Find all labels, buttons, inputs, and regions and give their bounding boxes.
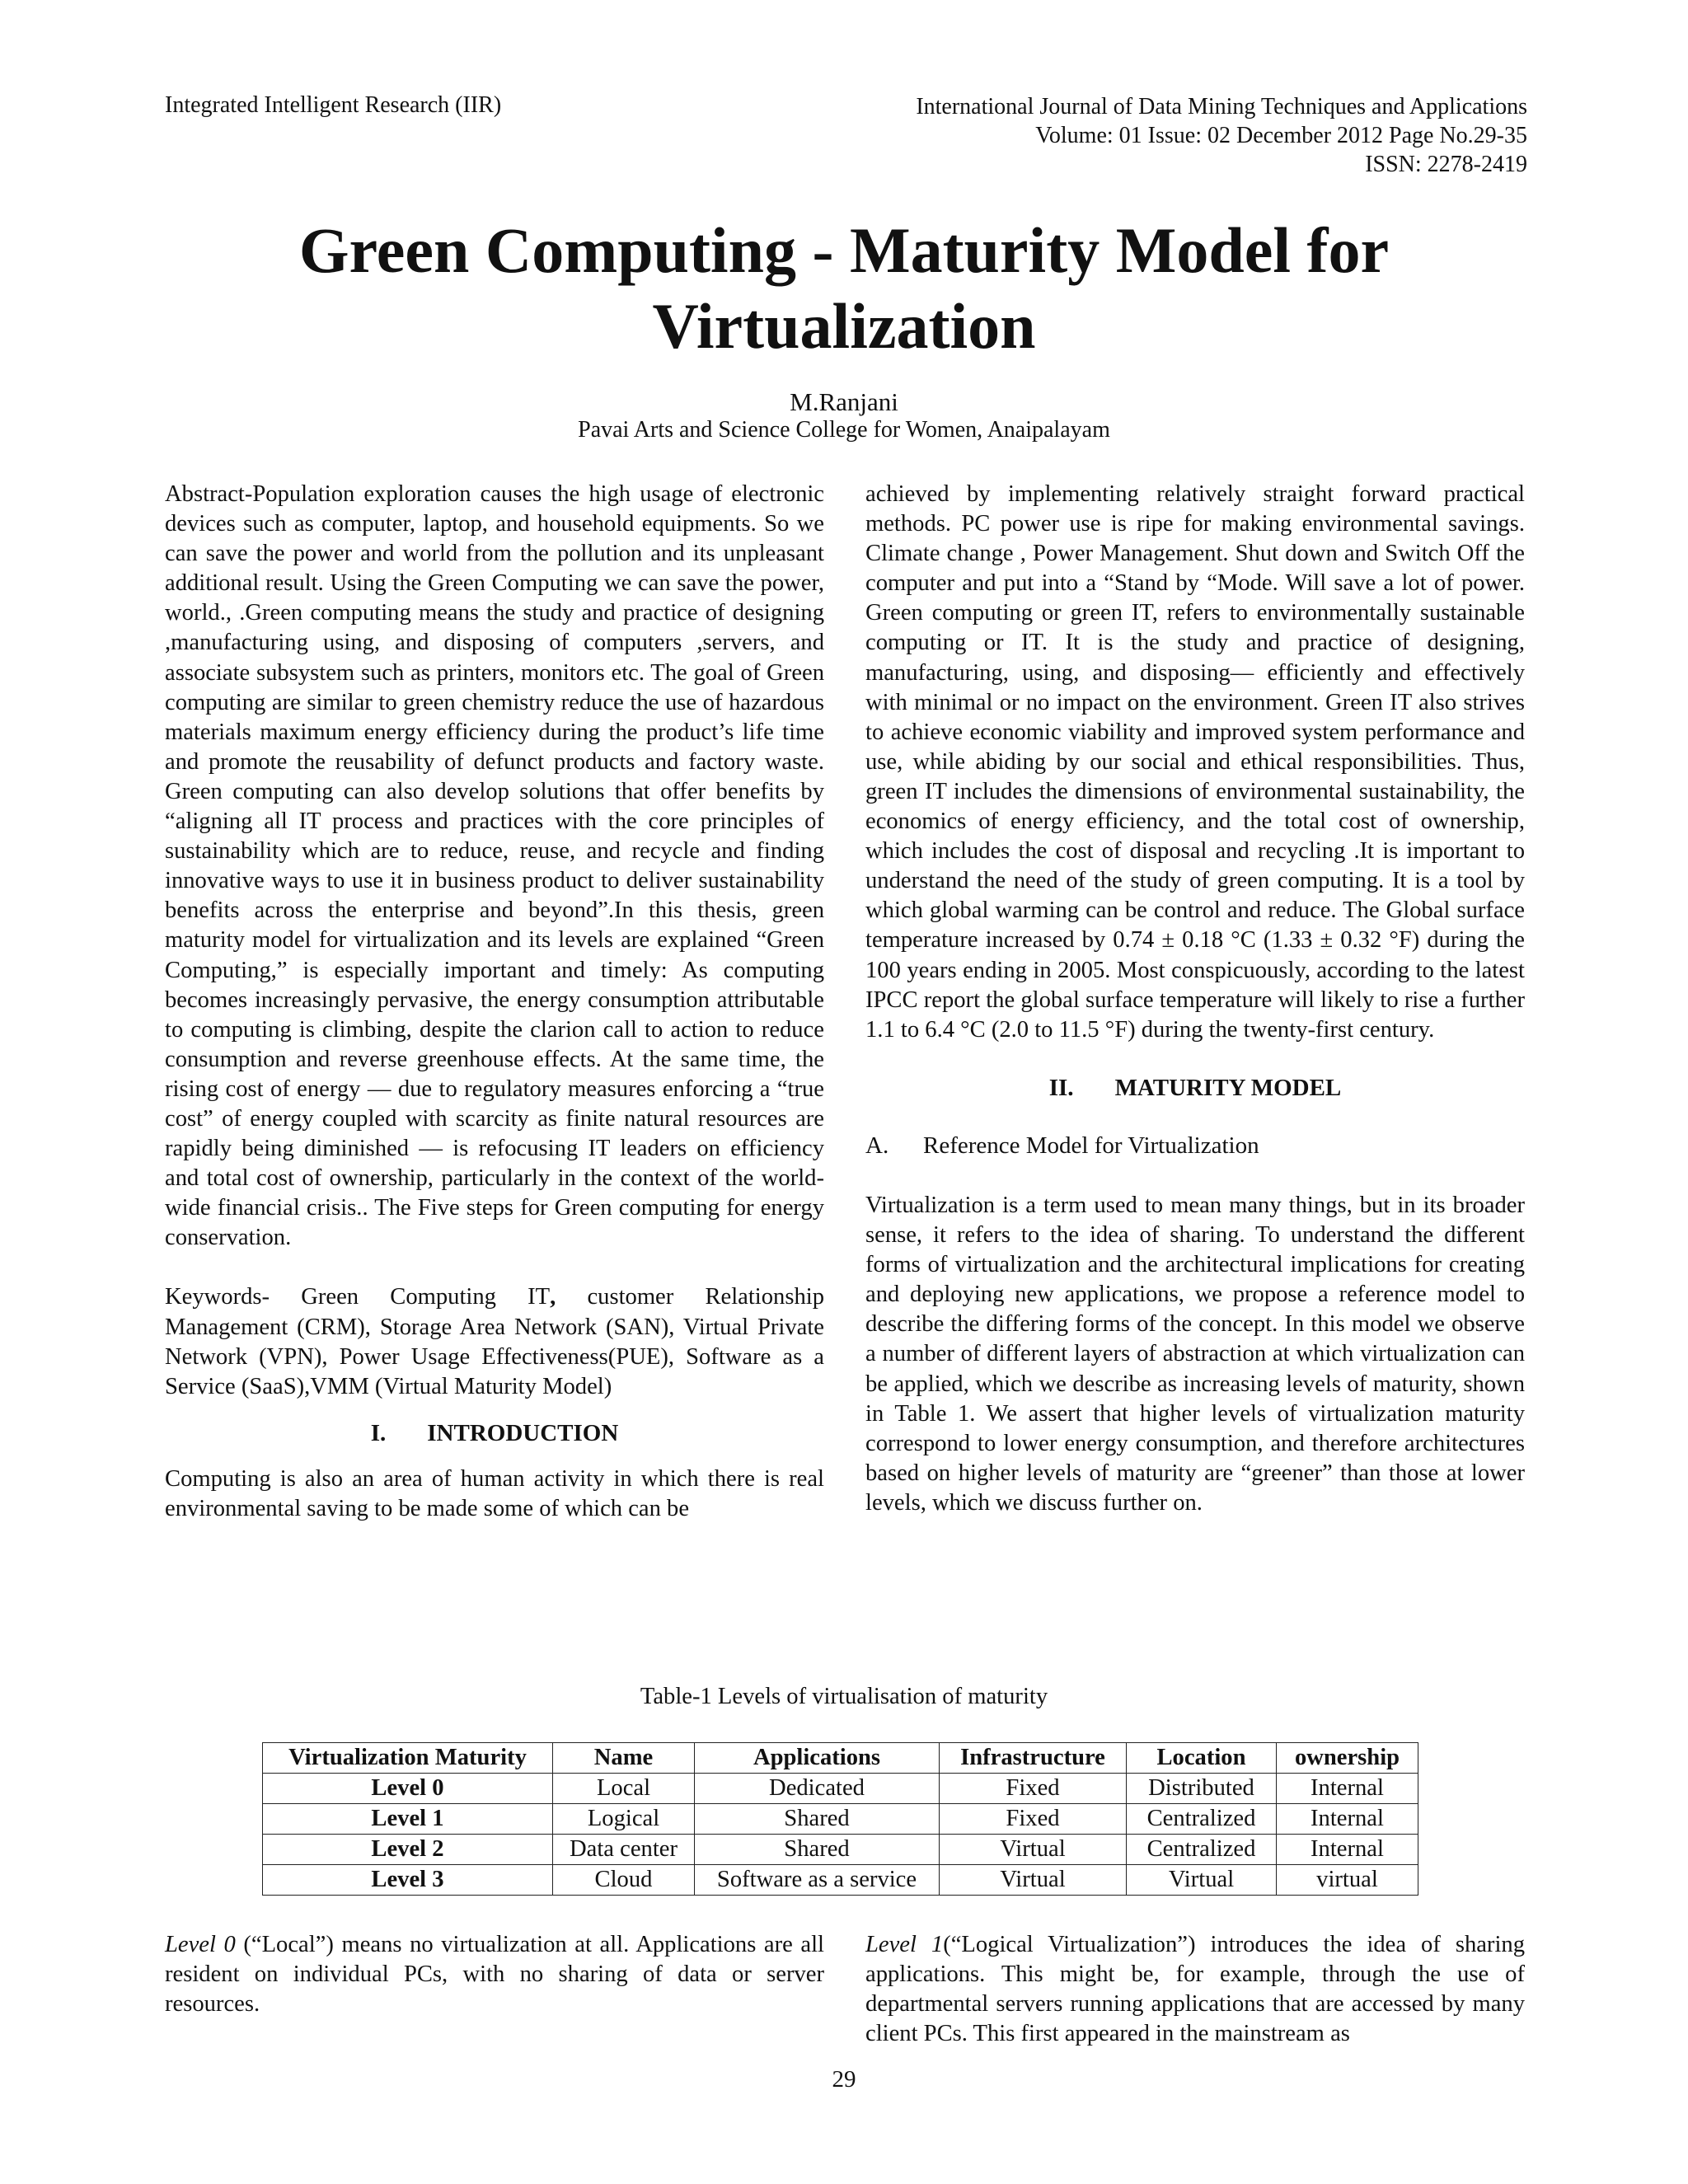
table-cell: Logical	[553, 1804, 695, 1835]
keywords-label: Keywords- Green Computing IT	[165, 1284, 551, 1310]
table-header: ownership	[1277, 1743, 1418, 1774]
right-column	[865, 480, 1525, 1518]
author-name: M.Ranjani	[790, 387, 898, 416]
section-title: INTRODUCTION	[427, 1419, 619, 1446]
table-cell: virtual	[1277, 1865, 1418, 1896]
abstract-text: Population exploration causes the high usage of electronic devices such as computer, laptop, and household equipments. So we can save the power and world from the pollution and its unpleasant additional result. Using the Green Computing we can save the power, world., .Green computing means the study and practice of designing ,manufacturing using, and disposing of computers ,servers, and associate subsystem such as printers, monitors etc. The goal of Green computing are similar to green chemistry reduce the use of hazardous materials maximum energy efficiency during the product’s life time and promote the reusability of defunct products and factory waste. Green computing can also develop solutions that offer benefits by “aligning all IT process and practices with the core principles of sustainability which are to reduce, reuse, and recycle and finding innovative ways to use it in business product to deliver sustainability benefits across the enterprise and beyond”.In this thesis, green maturity model for virtualization and its levels are explained “Green Computing,” is especially important and timely: As computing becomes increasingly pervasive, the energy consumption attributable to computing is climbing, despite the clarion call to action to reduce consumption and reverse greenhouse effects. At the same time, the rising cost of energy — due to regulatory measures enforcing a “true cost” of energy coupled with scarcity as finite natural resources are rapidly being diminished — is refocusing IT leaders on efficiency and total cost of ownership, particularly in the context of the world-wide financial crisis.. The Five steps for Green computing for energy conservation.	[165, 481, 824, 1251]
level0-label: Level 0	[165, 1932, 236, 1957]
section-number: I.	[370, 1419, 387, 1446]
journal-name: International Journal of Data Mining Techniques and Applications	[916, 94, 1527, 120]
table-cell: Virtual	[940, 1865, 1127, 1896]
table-caption: Table-1 Levels of virtualisation of maturity	[640, 1684, 1048, 1709]
journal-publisher: Integrated Intelligent Research (IIR)	[165, 92, 502, 118]
table-cell: Shared	[695, 1804, 940, 1835]
table-cell: Cloud	[553, 1865, 695, 1896]
journal-volume: Volume: 01 Issue: 02 December 2012 Page No.29-35	[1035, 123, 1527, 148]
table-cell: Internal	[1277, 1835, 1418, 1865]
table-row	[263, 1865, 1418, 1896]
level1-text: (“Logical Virtualization”) introduces the idea of sharing applications. This might be, for example, through the use of departmental servers running applications that are accessed by many client PCs. This first appeared in the mainstream as	[865, 1932, 1525, 2047]
table-cell: Virtual	[940, 1835, 1127, 1865]
table-header: Location	[1127, 1743, 1277, 1774]
table-cell: Distributed	[1127, 1774, 1277, 1804]
table-cell: Local	[553, 1774, 695, 1804]
virtualization-paragraph: Virtualization is a term used to mean many things, but in its broader sense, it refers to the idea of sharing. To understand the different forms of virtualization and the architectural implications for creating and deploying new applications, we propose a reference model to describe the differing forms of the concept. In this model we observe a number of different layers of abstraction at which virtualization can be applied, which we describe as increasing levels of maturity, shown in Table 1. We assert that higher levels of virtualization maturity correspond to lower energy consumption, and therefore architectures based on higher levels of maturity are “greener” than those at lower levels, which we discuss further on.	[865, 1192, 1525, 1516]
subsection-heading	[865, 1131, 1525, 1160]
level1-paragraph	[865, 1930, 1525, 2049]
table-cell: Level 0	[263, 1774, 553, 1804]
table-cell: Level 3	[263, 1865, 553, 1896]
maturity-levels-table	[262, 1742, 1418, 1896]
level1-label: Level 1	[865, 1932, 944, 1957]
level0-text: (“Local”) means no virtualization at all. Applications are all resident on individual PCs, with no sharing of data or server resources.	[165, 1932, 824, 2018]
table-cell: Software as a service	[695, 1865, 940, 1896]
level0-paragraph	[165, 1930, 824, 2019]
subsection-title: Reference Model for Virtualization	[923, 1132, 1259, 1159]
table-header: Infrastructure	[940, 1743, 1127, 1774]
abstract-label: Abstract-	[165, 481, 253, 507]
table-cell: Level 1	[263, 1804, 553, 1835]
section-heading-introduction	[165, 1418, 824, 1448]
table-row	[263, 1774, 1418, 1804]
table-cell: Centralized	[1127, 1804, 1277, 1835]
left-column	[165, 480, 824, 1524]
table-cell: Fixed	[940, 1774, 1127, 1804]
journal-info	[916, 92, 1527, 179]
table-cell: Fixed	[940, 1804, 1127, 1835]
keywords-comma: ,	[550, 1284, 556, 1310]
journal-issn: ISSN: 2278-2419	[1365, 152, 1527, 177]
section-number: II.	[1048, 1074, 1074, 1101]
intro-paragraph: Computing is also an area of human activity in which there is real environmental saving to be made some of which can be	[165, 1465, 824, 1521]
table-cell: Level 2	[263, 1835, 553, 1865]
intro-continued: achieved by implementing relatively straight forward practical methods. PC power use is ripe for making environmental savings. Climate change , Power Management. Shut down and Switch Off the computer and put into a “Stand by “Mode. Will save a lot of power. Green computing or green IT, refers to environmentally sustainable computing or IT. It is the study and practice of designing, manufacturing, using, and disposing— efficiently and effectively with minimal or no impact on the environment. Green IT also strives to achieve economic viability and improved system performance and use, while abiding by our social and ethical responsibilities. Thus, green IT includes the dimensions of environmental sustainability, the economics of energy efficiency, and the total cost of ownership, which includes the cost of disposal and recycling .It is important to understand the need of the study of green computing. It is a tool by which global warming can be control and reduce. The Global surface temperature increased by 0.74 ± 0.18 °C (1.33 ± 0.32 °F) during the 100 years ending in 2005. Most conspicuously, according to the latest IPCC report the global surface temperature will likely to rise a further 1.1 to 6.4 °C (2.0 to 11.5 °F) during the twenty-first century.	[865, 481, 1525, 1043]
author-affiliation: Pavai Arts and Science College for Women, Anaipalayam	[578, 417, 1110, 443]
table-row	[263, 1835, 1418, 1865]
page-number: 29	[832, 2066, 856, 2093]
table-row	[263, 1804, 1418, 1835]
table-cell: Shared	[695, 1835, 940, 1865]
table-cell: Centralized	[1127, 1835, 1277, 1865]
table-cell: Internal	[1277, 1774, 1418, 1804]
subsection-number: A.	[865, 1132, 889, 1159]
keywords-text: customer Relationship Management (CRM), Storage Area Network (SAN), Virtual Private Network (VPN), Power Usage Effectiveness(PUE), Software as a Service (SaaS),VMM (Virtual Maturity Model)	[165, 1284, 824, 1399]
paper-title-line2: Virtualization	[652, 290, 1036, 362]
abstract	[165, 480, 824, 1253]
section-title: MATURITY MODEL	[1114, 1074, 1342, 1101]
table-header-row	[263, 1743, 1418, 1774]
table-cell: Internal	[1277, 1804, 1418, 1835]
table-header: Name	[553, 1743, 695, 1774]
table-cell: Data center	[553, 1835, 695, 1865]
table-cell: Dedicated	[695, 1774, 940, 1804]
paper-title	[0, 213, 1688, 364]
table-header: Applications	[695, 1743, 940, 1774]
table-cell: Virtual	[1127, 1865, 1277, 1896]
section-heading-maturity-model	[865, 1073, 1525, 1103]
keywords	[165, 1282, 824, 1401]
paper-title-line1: Green Computing - Maturity Model for	[298, 214, 1390, 286]
table-header: Virtualization Maturity	[263, 1743, 553, 1774]
